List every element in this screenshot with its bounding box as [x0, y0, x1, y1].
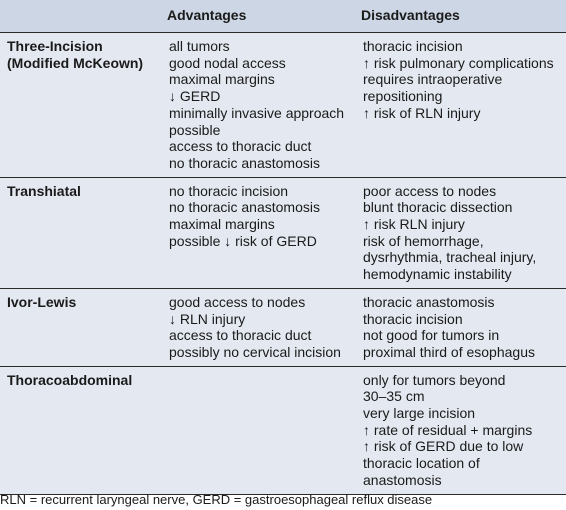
advantage-item: no thoracic anastomosis [169, 154, 320, 171]
table-row [0, 366, 566, 494]
disadvantage-item: ↑ risk of GERD due to low [363, 438, 524, 455]
advantage-item: possible [169, 121, 221, 138]
advantage-item: maximal margins [169, 216, 275, 233]
disadvantage-item: 30–35 cm [363, 388, 425, 405]
approach-cell [0, 366, 163, 494]
disadvantage-item: only for tumors beyond [363, 371, 506, 388]
disadvantage-item: poor access to nodes [363, 182, 497, 199]
approach-line: Transhiatal [7, 182, 81, 199]
header-disadvantages: Disadvantages [361, 7, 460, 23]
advantage-item: possible ↓ risk of GERD [169, 232, 317, 249]
table-footnote: RLN = recurrent laryngeal nerve, GERD = gastroesophageal reflux disease [0, 492, 433, 507]
approach-line: (Modified McKeown) [7, 54, 144, 71]
advantage-item: ↓ RLN injury [169, 310, 246, 327]
table-row [0, 288, 566, 366]
disadvantages-cell [357, 33, 566, 178]
header-advantages: Advantages [167, 7, 247, 23]
header-row [0, 0, 566, 33]
advantage-item: no thoracic incision [169, 182, 289, 199]
disadvantage-item: ↑ risk pulmonary complications [363, 54, 554, 71]
disadvantage-item: ↑ rate of residual + margins [363, 421, 533, 438]
advantages-cell [163, 33, 357, 178]
table-row [0, 33, 566, 178]
advantages-cell [163, 288, 357, 366]
disadvantage-item: anastomosis [363, 471, 442, 488]
advantage-item: ↓ GERD [169, 88, 221, 105]
disadvantage-item: requires intraoperative [363, 71, 503, 88]
advantage-item: possibly no cervical incision [169, 343, 341, 360]
disadvantages-cell [357, 288, 566, 366]
disadvantage-item: thoracic anastomosis [363, 293, 495, 310]
disadvantages-cell [357, 177, 566, 288]
advantages-cell [163, 366, 357, 494]
disadvantage-item: proximal third of esophagus [363, 343, 535, 360]
disadvantage-item: thoracic incision [363, 38, 463, 54]
advantage-item: no thoracic anastomosis [169, 199, 320, 216]
disadvantage-item: thoracic location of [363, 455, 480, 472]
approach-cell [0, 288, 163, 366]
approach-cell [0, 33, 163, 178]
advantage-item: good nodal access [169, 54, 286, 71]
disadvantage-item: hemodynamic instability [363, 266, 512, 283]
header-approach [0, 0, 163, 33]
approach-line: Three-Incision [7, 38, 103, 54]
disadvantage-item: repositioning [363, 88, 443, 105]
advantage-item: minimally invasive approach [169, 104, 345, 121]
table-row [0, 177, 566, 288]
disadvantage-item: not good for tumors in [363, 327, 500, 344]
approach-line: Thoracoabdominal [7, 371, 133, 388]
advantage-item: maximal margins [169, 71, 275, 88]
disadvantage-item: ↑ risk RLN injury [363, 216, 465, 233]
disadvantage-item: risk of hemorrhage, [363, 232, 484, 249]
disadvantage-item: dysrhythmia, tracheal injury, [363, 249, 537, 266]
advantages-cell [163, 177, 357, 288]
disadvantage-item: very large incision [363, 405, 476, 422]
advantage-item: access to thoracic duct [169, 327, 312, 344]
disadvantage-item: ↑ risk of RLN injury [363, 104, 481, 121]
advantage-item: access to thoracic duct [169, 138, 312, 155]
advantage-item: good access to nodes [169, 293, 306, 310]
disadvantage-item: thoracic incision [363, 310, 463, 327]
approach-line: Ivor-Lewis [7, 293, 77, 310]
disadvantages-cell [357, 366, 566, 494]
approach-cell [0, 177, 163, 288]
disadvantage-item: blunt thoracic dissection [363, 199, 513, 216]
advantage-item: all tumors [169, 38, 230, 54]
